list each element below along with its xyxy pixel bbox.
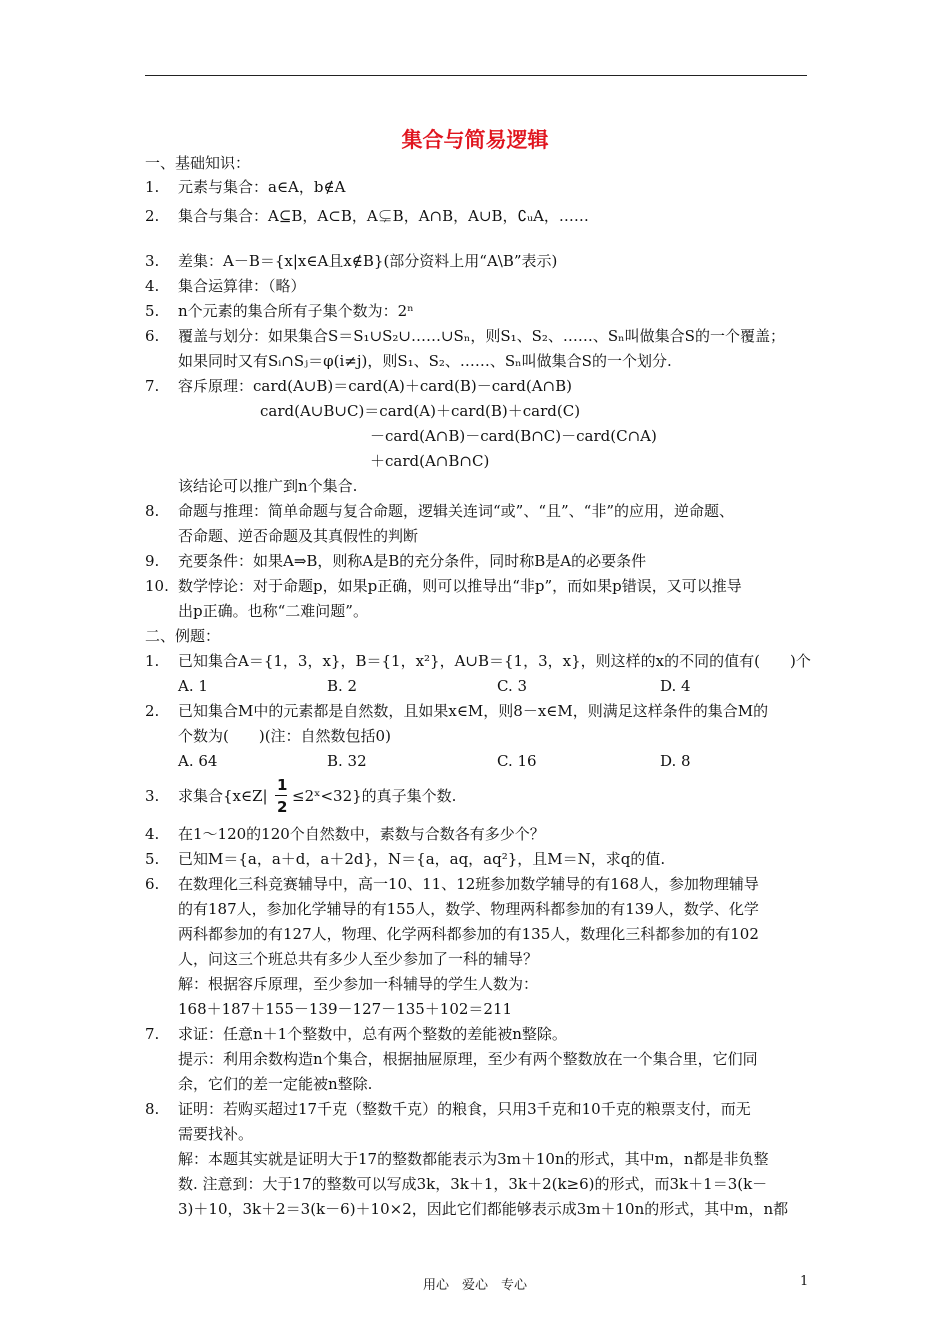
option-a: A. 64 [178, 752, 218, 770]
option-b: B. 2 [327, 677, 358, 695]
header-rule [145, 75, 807, 76]
option-d: D. 4 [660, 677, 691, 695]
page-title: 集合与简易逻辑 [401, 128, 549, 152]
option-c: C. 3 [497, 677, 528, 695]
page-number: 1 [800, 1274, 809, 1289]
fraction-denominator: 2 [277, 798, 288, 816]
fraction-bar [275, 795, 287, 796]
option-c: C. 16 [497, 752, 537, 770]
example-3-suffix: ≤2ˣ<32}的真子集个数. [292, 787, 457, 805]
option-b: B. 32 [327, 752, 367, 770]
option-a: A. 1 [178, 677, 208, 695]
fraction-numerator: 1 [277, 776, 288, 794]
footer-motto: 用心 爱心 专心 [422, 1278, 527, 1293]
example-3-prefix: 求集合{x∈Z| [178, 787, 268, 805]
option-d: D. 8 [660, 752, 691, 770]
